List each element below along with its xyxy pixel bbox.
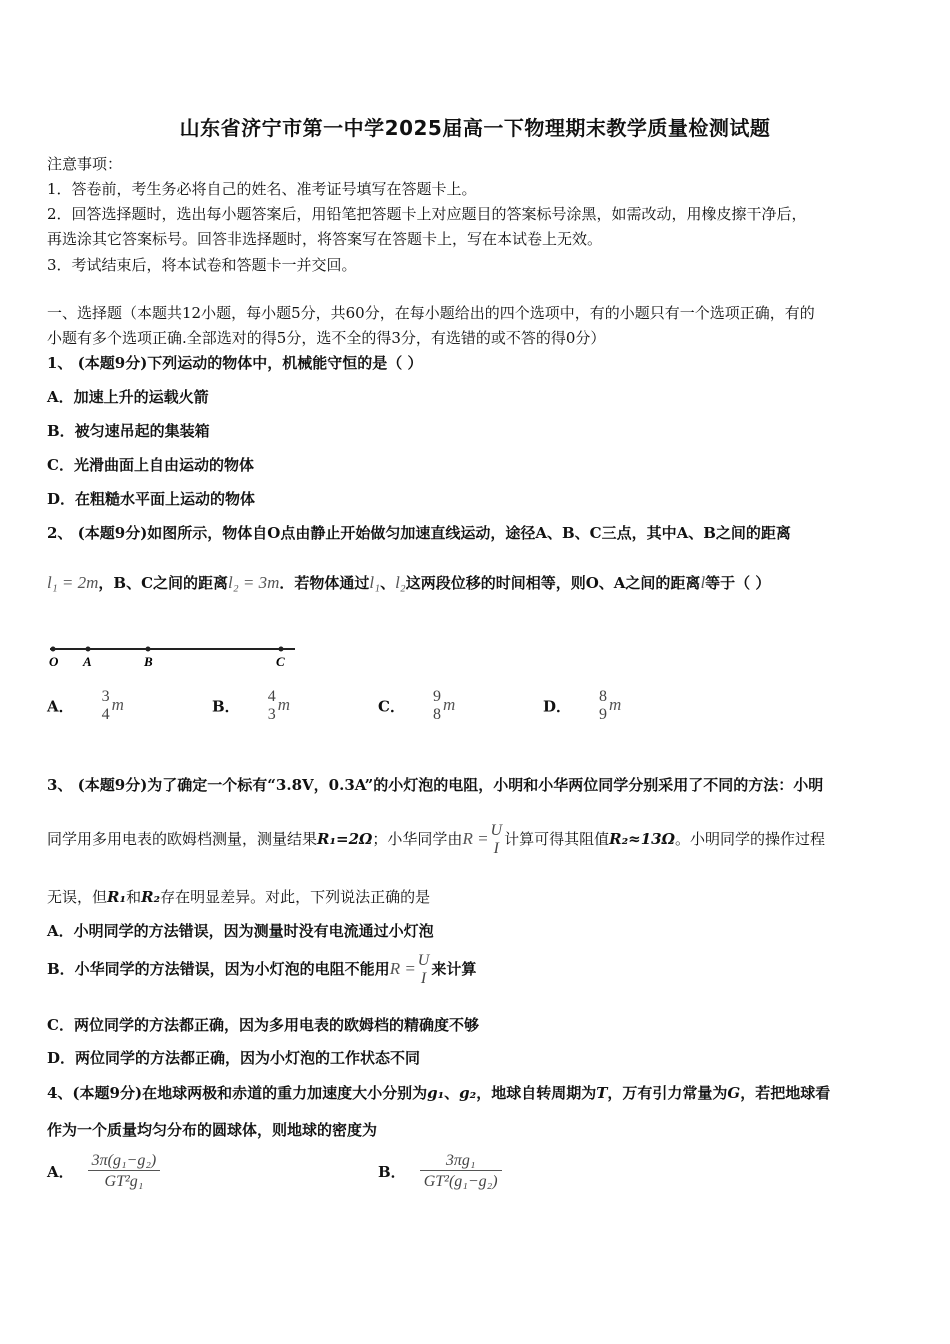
q2-l-symbol: l — [700, 573, 706, 592]
q3-option-b-text-1: B．小华同学的方法错误，因为小灯泡的电阻不能用 — [47, 960, 390, 978]
q4-text-3: ，万有引力常量为 — [607, 1084, 728, 1102]
q2-point-b — [146, 647, 151, 652]
q2-stem: 2、 (本题9分)如图所示，物体自O点由静止开始做匀加速直线运动，途径A、B、C三点，其中A、B之间的距离 — [47, 524, 791, 542]
q2-text-2: ．若物体通过 — [279, 574, 370, 592]
q2-option-c-fraction: 9 8 — [432, 688, 441, 723]
q4-option-b-fraction: $\frac{\text{3πg₁}}{\text{GT²(g₁−g₂)}}$ — [420, 1152, 502, 1191]
q3-text-2: ；小华同学由 — [372, 830, 463, 848]
q2-l1-symbol: l₁ — [369, 573, 381, 592]
q4-text-1: 4、(本题9分)在地球两极和赤道的重力加速度大小分别为 — [47, 1084, 428, 1102]
notice-item-2: 2．回答选择题时，选出每小题答案后，用铅笔把答题卡上对应题目的答案标号涂黑，如需改动，用橡皮擦干净后， — [47, 205, 807, 223]
q4-option-a-label: A． — [47, 1163, 74, 1181]
q2-label-o: O — [49, 654, 59, 669]
q2-option-d — [543, 688, 621, 724]
q2-option-a-fraction: 3 4 — [101, 688, 110, 723]
q2-line-diagram — [45, 640, 305, 672]
q3-option-d: D．两位同学的方法都正确，因为小灯泡的工作状态不同 — [47, 1049, 421, 1067]
q3-text-3: 计算可得其阻值 — [504, 830, 610, 848]
q2-point-o — [51, 647, 56, 652]
q4-stem — [47, 1082, 830, 1103]
q2-text-1: ，B、C之间的距离 — [98, 574, 229, 592]
q2-l2-formula: l₂ = 3m — [228, 573, 280, 592]
q2-option-a — [47, 688, 124, 724]
q4-t: T — [596, 1084, 608, 1102]
q2-point-a — [86, 647, 91, 652]
q2-option-c-unit: m — [442, 695, 456, 714]
section-heading-line1: 一、选择题（本题共12小题，每小题5分，共60分，在每小题给出的四个选项中，有的小题只有一个选项正确，有的 — [47, 304, 815, 322]
q3-option-b — [47, 952, 476, 988]
q4-option-a — [47, 1152, 160, 1191]
q3-option-b-fraction: U I — [417, 952, 430, 987]
page-title: 山东省济宁市第一中学2025届高一下物理期末教学质量检测试题 — [179, 116, 771, 140]
q3-line2 — [47, 822, 825, 858]
q2-sep: 、 — [380, 574, 396, 592]
q3-text-1: 同学用多用电表的欧姆档测量，测量结果 — [47, 830, 318, 848]
q1-stem: 1、 (本题9分)下列运动的物体中，机械能守恒的是（ ） — [47, 354, 423, 372]
q2-option-b-fraction: 4 3 — [267, 688, 276, 723]
q2-option-b-unit: m — [277, 695, 290, 714]
q4-option-b — [378, 1152, 502, 1191]
q3-option-a: A．小明同学的方法错误，因为测量时没有电流通过小灯泡 — [47, 922, 434, 940]
q2-label-a: A — [83, 654, 92, 669]
q4-g: G — [727, 1084, 741, 1102]
q3-stem: 3、 (本题9分)为了确定一个标有“3.8V，0.3A”的小灯泡的电阻，小明和小华两位同学分别采用了不同的方法：小明 — [47, 776, 824, 794]
q3-r2-value: R₂≈13Ω — [609, 830, 675, 848]
q1-option-b: B．被匀速吊起的集装箱 — [47, 422, 210, 440]
section-heading-line2: 小题有多个选项正确.全部选对的得5分，选不全的得3分，有选错的或不答的得0分） — [47, 329, 606, 347]
q3-r1-value: R₁=2Ω — [317, 830, 373, 848]
q2-option-d-unit: m — [609, 695, 622, 714]
q2-option-c — [378, 688, 455, 724]
q2-option-d-fraction: 8 9 — [599, 688, 608, 723]
q1-option-d: D．在粗糙水平面上运动的物体 — [47, 490, 256, 508]
q2-line2 — [47, 572, 770, 593]
q2-option-b — [212, 688, 290, 724]
q2-l2-symbol: l₂ — [395, 573, 406, 592]
notice-item-3: 3．考试结束后，将本试卷和答题卡一并交回。 — [47, 256, 357, 274]
q2-text-3: 这两段位移的时间相等，则O、A之间的距离 — [405, 574, 701, 592]
q3-line3 — [47, 886, 430, 907]
q4-sep: 、 — [444, 1084, 460, 1102]
q3-text-5: 无误，但 — [47, 888, 108, 906]
q2-option-b-label: B． — [212, 697, 240, 716]
q3-option-c: C．两位同学的方法都正确，因为多用电表的欧姆档的精确度不够 — [47, 1016, 479, 1034]
q2-label-c: C — [276, 654, 285, 669]
q3-text-6: 存在明显差异。对此，下列说法正确的是 — [160, 888, 431, 906]
q2-option-d-label: D． — [543, 697, 572, 716]
q1-option-c: C．光滑曲面上自由运动的物体 — [47, 456, 254, 474]
q3-r2-symbol: R₂ — [141, 888, 161, 906]
q4-text-2: ，地球自转周期为 — [476, 1084, 597, 1102]
notice-item-2-cont: 再选涂其它答案标号。回答非选择题时，将答案写在答题卡上，写在本试卷上无效。 — [47, 230, 603, 248]
q2-point-c — [279, 647, 284, 652]
q2-label-b: B — [144, 654, 153, 669]
q2-option-a-unit: m — [111, 695, 124, 714]
q2-option-a-label: A． — [47, 697, 74, 716]
q2-l1-formula: l₁ = 2m — [47, 573, 99, 592]
q3-option-b-formula-lhs: R = — [389, 959, 416, 978]
q4-option-b-label: B． — [378, 1163, 406, 1181]
q3-text-4: 。小明同学的操作过程 — [674, 830, 825, 848]
q4-line2: 作为一个质量均匀分布的圆球体，则地球的密度为 — [47, 1121, 378, 1139]
q1-option-a: A．加速上升的运载火箭 — [47, 388, 209, 406]
notice-heading: 注意事项： — [47, 155, 123, 173]
q3-formula-lhs: R = — [462, 829, 489, 848]
q3-option-b-text-2: 来计算 — [431, 960, 477, 978]
q3-formula-fraction: U I — [490, 822, 503, 857]
notice-item-1: 1．答卷前，考生务必将自己的姓名、准考证号填写在答题卡上。 — [47, 180, 477, 198]
q2-option-c-label: C． — [378, 697, 405, 716]
q2-text-4: 等于（ ） — [705, 574, 771, 592]
q3-r1-symbol: R₁ — [107, 888, 127, 906]
q3-text-and: 和 — [126, 888, 142, 906]
q4-g1: g₁ — [427, 1084, 445, 1102]
q4-text-4: ，若把地球看 — [740, 1084, 831, 1102]
q4-option-a-fraction: $\frac{\text{3π(g₁−g₂)}}{\text{GT²g₁}}$ — [88, 1152, 161, 1191]
q4-g2: g₂ — [459, 1084, 477, 1102]
